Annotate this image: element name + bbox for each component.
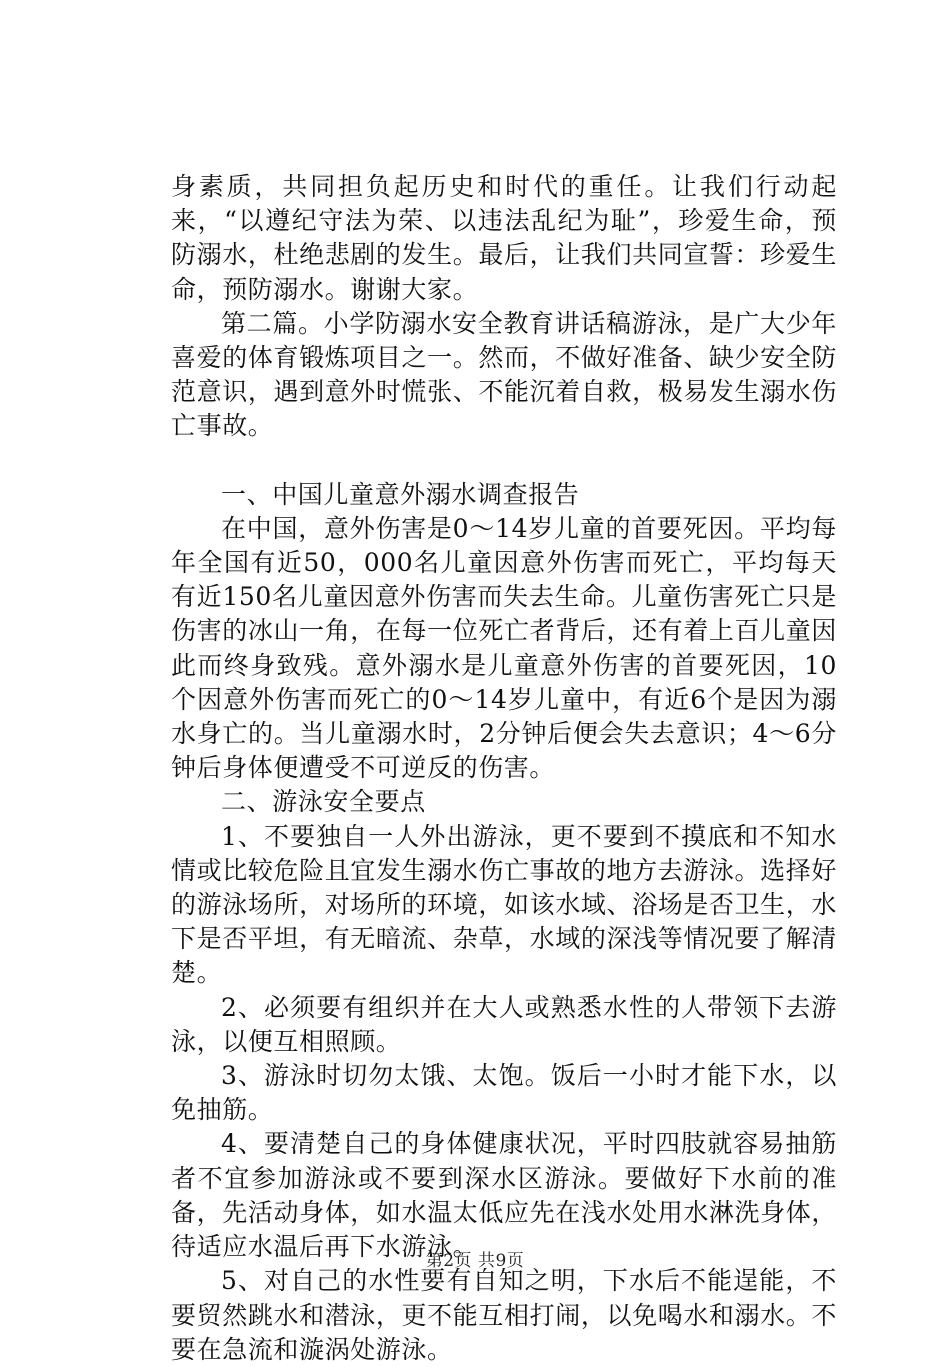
paragraph-safety-point-4: 4、要清楚自己的身体健康状况，平时四肢就容易抽筋者不宜参加游泳或不要到深水区游泳。要做好下水前的准备，先活动身体，如水温太低应先在浅水处用水淋洗身体，待适应水温后再下水游泳。 [171, 1129, 837, 1262]
paragraph-closing-remarks: 身素质，共同担负起历史和时代的重任。让我们行动起来，“以遵纪守法为荣、以违法乱纪为耻”，珍爱生命，预防溺水，杜绝悲剧的发生。最后，让我们共同宣誓：珍爱生命，预防溺水。谢谢大家。 [171, 172, 837, 304]
paragraph-safety-point-2: 2、必须要有组织并在大人或熟悉水性的人带领下去游泳，以便互相照顾。 [171, 992, 837, 1056]
paragraph-safety-point-1: 1、不要独自一人外出游泳，更不要到不摸底和不知水情或比较危险且宜发生溺水伤亡事故的地方去游泳。选择好的游泳场所，对场所的环境，如该水域、浴场是否卫生，水下是否平坦，有无暗流、杂草，水域的深浅等情况要了解清楚。 [171, 821, 837, 988]
section-spacer [171, 444, 837, 478]
paragraph-safety-point-3: 3、游泳时切勿太饿、太饱。饭后一小时才能下水，以免抽筋。 [171, 1061, 837, 1125]
paragraph-safety-point-5: 5、对自己的水性要有自知之明，下水后不能逞能，不要贸然跳水和潜泳，更不能互相打闹，以免喝水和溺水。不要在急流和漩涡处游泳。 [171, 1266, 837, 1364]
section-heading-safety-points: 二、游泳安全要点 [221, 787, 426, 817]
paragraph-survey-body: 在中国，意外伤害是0～14岁儿童的首要死因。平均每年全国有近50，000名儿童因意外伤害而死亡，平均每天有近150名儿童因意外伤害而失去生命。儿童伤害死亡只是伤害的冰山一角，在每一位死亡者背后，还有着上百儿童因此而终身致残。意外溺水是儿童意外伤害的首要死因，10个因意外伤害而死亡的0～14岁儿童中，有近6个是因为溺水身亡的。当儿童溺水时，2分钟后便会失去意识；4～6分钟后身体便遭受不可逆反的伤害。 [171, 513, 837, 783]
paragraph-second-article-intro: 第二篇。小学防溺水安全教育讲话稿游泳，是广大少年喜爱的体育锻炼项目之一。然而，不做好准备、缺少安全防范意识，遇到意外时慌张、不能沉着自救，极易发生溺水伤亡事故。 [171, 308, 837, 441]
section-heading-survey: 一、中国儿童意外溺水调查报告 [221, 479, 580, 509]
document-body [171, 170, 837, 1367]
page-footer: 第2页 共9页 [425, 1251, 525, 1271]
